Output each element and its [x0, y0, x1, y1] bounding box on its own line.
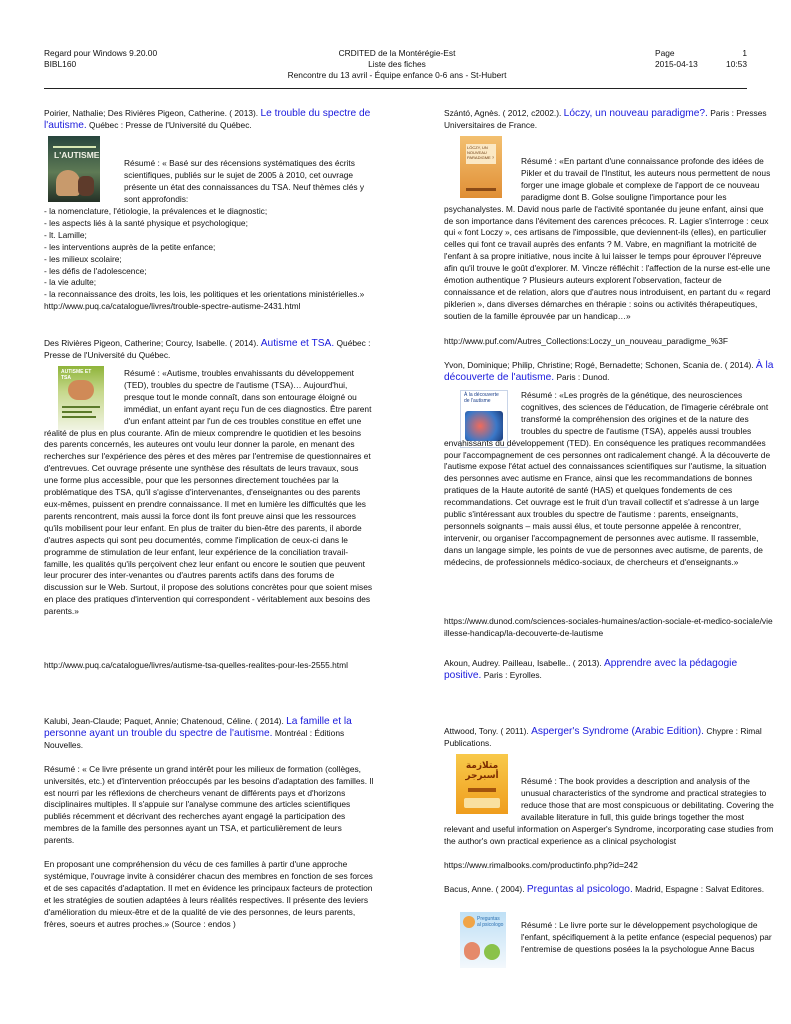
record-publisher: Québec : Presse de l'Université du Québec. [89, 119, 252, 130]
record-summary: Résumé : Le livre porte sur le développement psychologique de l'enfant, spécifiquement à la petite enfance (especial pequenos) par l'entremise de questions posées la la psychologue Anne Bacus [521, 920, 772, 954]
citation [444, 108, 774, 132]
record-publisher: Paris : Dunod. [556, 371, 610, 382]
record-summary: Résumé : « Basé sur des récensions systématiques des écrits scientifiques, publiés sur le sujet de 2005 à 2010, cet ouvrage présente un état des connaissances du TSA. Neuf thèmes clés y sont approfondis: [124, 158, 365, 204]
record-summary: Résumé : The book provides a description and analysis of the unusual characteristics of the syndrome and practical strategies to reduce those that are most conspicuous or debilitating. Covering the available literature in full, this guide brings together the most relevant and useful information on Asperger's Syndrome, incorporating case studies from the author's own practical experience as a clinical psychologist [444, 776, 774, 846]
cover-title-text: LÓCZY, UN NOUVEAU PARADIGME ? [467, 145, 495, 160]
app-version: Regard pour Windows 9.20.00 [44, 48, 158, 58]
cover-title-text: L'AUTISME [54, 150, 100, 160]
left-column [44, 108, 374, 931]
record-title[interactable]: La famille et la personne ayant un trouble du spectre de l'autisme. [44, 716, 352, 739]
record-summary-continued: En proposant une compréhension du vécu de ces familles à partir d'une approche systémique, l'ouvrage invite à considérer chacun des membres en fonction de ses forces et de ses capacités d'adaptation. Il met en évidence les principaux facteurs de protection et les stratégies de soutien adaptées à leurs réalités respectives. Il présente des leviers d'amélioration du mieux-être et de la qualité de vie des personnes, de leurs parents, frères, soeurs et autres proches.» (Source : endos ) [44, 859, 373, 929]
record-title[interactable]: Autisme et TSA. [260, 338, 335, 349]
citation [44, 108, 374, 132]
record-summary: Résumé : «Les progrès de la génétique, des neurosciences cognitives, des sciences de l'éducation, de l'imagerie cérébrale ont transformé la compréhension des origines et de la nature des troubles du spectre de l'autisme (TSA), appelés aussi troubles envahissants du développement (TED). En conséquence les pratiques recommandées pour l'accompagnement de ces personnes ont radicalement changé. À la découverte de l'autisme expose l'état actuel des connaissances scientifiques sur l'autisme, la situation des personnes avec autisme en France, ainsi que les recommandations de bonnes pratiques de la Haute autorité de santé (HAS) et quelques fondements de ces recommandations. Cet ouvrage est le fruit d'un travail collectif et s'adresse à un large public s'intéressant aux troubles du spectre de l'autisme : parents, enseignants, personnels soignants – mais aussi élus, et toute personne appelée à rencontrer, intervenir, ou organiser l'accompagnement de personnes avec autisme. Il rassemble, dans un langage simple, les points de vue de personnes avec autisme, de parents, de médecins, de professionnels médico-sociaux, de chercheurs et d'enseignants.» [444, 390, 771, 567]
record-entry [444, 884, 774, 984]
record-publisher: Madrid, Espagne : Salvat Editores. [635, 884, 765, 894]
citation [444, 360, 774, 384]
record-entry [444, 108, 774, 348]
record-authors: Akoun, Audrey. Pailleau, Isabelle.. ( 2013). [444, 658, 602, 668]
list-item: - les défis de l'adolescence; [44, 265, 147, 276]
record-authors: Szántó, Agnès. ( 2012, c2002.). [444, 108, 562, 118]
record-entry [44, 108, 374, 324]
citation [444, 726, 774, 750]
list-item: - la reconnaissance des droits, les lois, les politiques et les orientations ministérielles.» [44, 289, 365, 300]
report-date: 2015-04-13 [655, 59, 698, 69]
header-center [240, 48, 554, 81]
record-title[interactable]: Apprendre avec la pédagogie positive. [444, 658, 738, 681]
record-title[interactable]: Le trouble du spectre de l'autisme. [44, 108, 371, 131]
meeting-title: Rencontre du 13 avril - Équipe enfance 0-6 ans - St-Hubert [287, 70, 507, 80]
record-summary: Résumé : «En partant d'une connaissance profonde des idées de Pikler et du travail de l'Institut, les auteurs nous permettent de nous forger une image globale et complexe de l'apport de ce nouveau paradigme dont B. Golse souligne l'importance pour les psychanalystes. M. David nous parle de l'activité spontanée du jeune enfant, ainsi que de son importance dans l'évitement des carences précoces. R. Lagier s'interroge : ceux qui « font Loczy », ces artisans de l'impossible, que deviennent-ils (elles), en particulier celles qui font ce travail auprès des enfants ? M. Vabre, en magnifiant la motricité de l'enfant à sa propre initiative, nous incite à lui laisser le temps pour éprouver l'épreuve afin qu'il trouve le goût d'explorer. M. Vincze réfléchit : l'affection de la nurse est-elle une émotion authentique ? Plusieurs auteurs explorent l'observation, facteur de connaissance et de relation, alors que d'autres nous introduisent, en partant du « regard piklerien », dans diverses démarches en thérapie : soins ou activités thérapeutiques, soutien de la famille éprouvée par un handicap…» [444, 156, 771, 321]
record-entry [444, 360, 774, 646]
book-cover-image [48, 136, 100, 202]
header-right [655, 48, 747, 70]
list-item: - la vie adulte; [44, 277, 97, 288]
record-summary: Résumé : «Autisme, troubles envahissants du développement (TED), troubles du spectre de l'autisme (TSA)… Aujourd'hui, presque tout le monde connaît, dans son entourage éloigné ou immédiat, un enfant ayant reçu l'un de ces diagnostics. Être parent d'un enfant atteint par l'un de ces troubles constitue en effet une réalité de plus en plus courante. Afin de mieux comprendre le quotidien et les besoins des parents concernés, les auteures ont voulu leur donner la parole, en menant des recherches sur l'expérience des pères et des mères par l'entremise de questionnaires et d'entrevues. Cet ouvrage présente une synthèse des résultats de leurs travaux, sous une forme plus accessible, pour que les personnes directement touchées par la problématique des TSA, qu'il s'agisse d'intervenantes, d'enseignantes ou des parents eux-mêmes, puissent en prendre connaissance. Il met en lumière les difficultés que les parents rencontrent, mais aussi la force dont ils font preuve ainsi que les ressources qu'ils mobilisent pour leur enfant. En plus de traiter du bien-être des parents, il aborde d'autres aspects qui sont peu documentés, comme l'implication de ceux-ci dans le programme de stimulation de leur enfant, leur expérience de la conciliation travail-famille, les qualités qu'ils perçoivent chez leur enfant ou encore le soutien que peuvent leur procurer des inter-venantes ou d'autres parents actifs dans des forums de discussion sur le Web. Surtout, il propose des solutions concrètes pour que soient mises en place des pratiques d'intervention qui correspondent - véritablement aux besoins des parents.» [44, 368, 373, 617]
record-entry [444, 726, 774, 870]
record-summary: Résumé : « Ce livre présente un grand intérêt pour les milieux de formation (collèges, universités, etc.) et d'intervention préoccupés par les besoins d'adaptation des familles. Il est nourri par les réflexions de chercheurs venant de différents pays et d'horizons disciplinaires multiples. Il s'appuie sur l'analyse commune des articles scientifiques publiés récemment et décrivant des recherches ayant engagé la participation des membres de la famille des personnes ayant un TSA, et particulièrement de leurs parents. [44, 763, 374, 846]
record-publisher: Québec : Presse de l'Université du Québec. [44, 338, 371, 360]
record-authors: Kalubi, Jean-Claude; Paquet, Annie; Chatenoud, Céline. ( 2014). [44, 716, 284, 726]
list-item: - les milieux scolaire; [44, 253, 122, 264]
header-divider [44, 88, 747, 89]
record-title[interactable]: À la découverte de l'autisme. [444, 360, 774, 383]
record-authors: Attwood, Tony. ( 2011). [444, 726, 529, 736]
report-code: BIBL160 [44, 59, 77, 69]
record-title[interactable]: Preguntas al psicologo. [526, 884, 633, 895]
cover-title-text: Preguntas al psicologo [477, 916, 504, 928]
list-item: - les interventions auprès de la petite enfance; [44, 241, 216, 252]
record-url[interactable]: https://www.dunod.com/sciences-sociales-humaines/action-sociale-et-medico-sociale/vieillesse-handicap/la-decouverte-de-lautisme [444, 616, 773, 638]
cover-title-text: AUTISME ET TSA [61, 369, 92, 381]
citation [444, 884, 774, 896]
list-item: - lt. Lamille; [44, 229, 87, 240]
record-authors: Poirier, Nathalie; Des Rivières Pigeon, Catherine. ( 2013). [44, 108, 259, 118]
record-publisher: Chypre : Rimal Publications. [444, 726, 762, 748]
page-label: Page [655, 48, 675, 58]
record-url[interactable]: http://www.puf.com/Autres_Collections:Loczy_un_nouveau_paradigme_%3F [444, 336, 728, 346]
record-authors: Bacus, Anne. ( 2004). [444, 884, 525, 894]
record-authors: Des Rivières Pigeon, Catherine; Courcy, Isabelle. ( 2014). [44, 338, 259, 348]
record-publisher: Paris : Presses Universitaires de France. [444, 108, 767, 130]
record-url[interactable]: http://www.puq.ca/catalogue/livres/autisme-tsa-quelles-realites-pour-les-2555.html [44, 660, 348, 670]
record-entry [44, 716, 374, 931]
report-time: 10:53 [726, 59, 747, 69]
record-entry [444, 658, 774, 722]
list-item: - les aspects liés à la santé physique et psychologique; [44, 217, 248, 228]
cover-title-text: متلازمة أسبرجر [465, 760, 499, 780]
citation [44, 338, 374, 362]
header-left [44, 48, 157, 70]
page-number: 1 [742, 48, 747, 58]
record-title[interactable]: Lóczy, un nouveau paradigme?. [563, 108, 708, 119]
record-publisher: Montréal : Éditions Nouvelles. [44, 727, 345, 750]
list-item: - la nomenclature, l'étiologie, la prévalences et le diagnostic; [44, 206, 268, 216]
list-title: Liste des fiches [368, 59, 426, 69]
citation [444, 658, 774, 682]
record-entry [44, 338, 374, 694]
organization-name: CRDITED de la Montérégie-Est [338, 48, 456, 58]
record-url[interactable]: https://www.rimalbooks.com/productinfo.php?id=242 [444, 860, 638, 870]
right-column [444, 108, 774, 984]
cover-title-text: À la découverte de l'autisme [464, 392, 499, 404]
record-url[interactable]: http://www.puq.ca/catalogue/livres/trouble-spectre-autisme-2431.html [44, 301, 301, 312]
record-authors: Yvon, Dominique; Philip, Christine; Rogé, Bernadette; Schonen, Scania de. ( 2014). [444, 360, 754, 370]
citation [44, 716, 374, 752]
record-publisher: Paris : Eyrolles. [483, 669, 542, 680]
summary-topics-list [44, 206, 374, 301]
record-title[interactable]: Asperger's Syndrome (Arabic Edition). [531, 726, 705, 737]
